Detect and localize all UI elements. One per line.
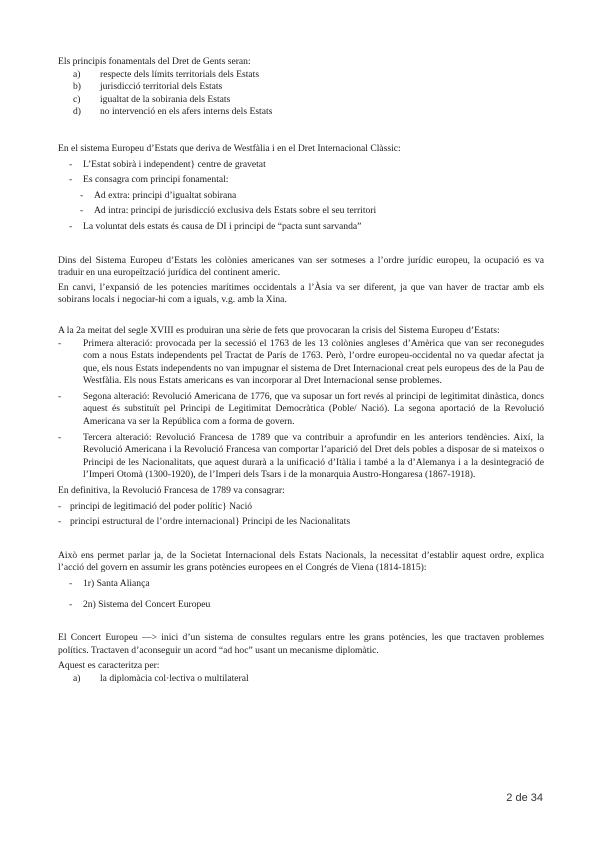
list-item: a) respecte dels límits territorials dels Estats: [73, 68, 260, 80]
vienna-paragraph: Això ens permet parlar ja, de la Societat Internacional dels Estats Nacionals, la necessitat d’establir aquest ordre, explica l’acció del govern en assumir les grans potències europees en el Congrés de Viena (1814-1815):: [58, 549, 544, 574]
sub-list: [58, 190, 544, 218]
westphalia-list: [58, 159, 544, 234]
list-item: - 2n) Sistema del Concert Europeu: [69, 598, 211, 610]
list-item: b) jurisdicció territorial dels Estats: [73, 81, 223, 93]
list-item: - L’Estat sobirà i independent} centre de gravetat: [69, 158, 266, 170]
french-revolution-outro: En definitiva, la Revolució Francesa de 1789 va consagrar:: [58, 485, 285, 497]
asia-paragraph: En canvi, l’expansió de les potencies marítimes occidentals a l’Àsia va ser diferent, ja que van haver de tractar amb els sobirans locals i negociar-hi com a iguals, v.g. amb la Xina.: [58, 281, 544, 306]
principles-list: [58, 69, 544, 119]
westphalia-intro: En el sistema Europeu d’Estats que deriva de Westfàlia i en el Dret Internacional Clàssic:: [58, 142, 401, 154]
alterations-list: [58, 338, 544, 483]
list-item: - Ad extra: principi d’igualtat sobirana: [80, 189, 237, 201]
concert-paragraph: El Concert Europeu —> inici d’un sistema de consultes regulars entre les grans potències, les que tractaven problemes polítics. Tractaven d’aconseguir un acord “ad hoc” usant un mecanisme diplomàtic.: [58, 632, 544, 656]
characterized-intro: Aquest es caracteritza per:: [58, 660, 160, 672]
list-item: - Ad intra: principi de jurisdicció exclusiva dels Estats sobre el seu territori: [80, 205, 377, 217]
page-content: [58, 56, 544, 686]
list-item: - principi de legitimació del poder polític} Nació: [58, 500, 253, 512]
page-number: 2 de 34: [506, 792, 543, 804]
list-item: - Segona alteració: Revolució Americana de 1776, que va suposar un fort revés al principi de legitimitat dinàstica, doncs aquest és substituït pel Principi de Legitimitat Democràtica (Poble/ Nació). La segona aportació de la Revolució Americana va ser la República com a forma de govern.: [58, 390, 544, 428]
vienna-list: [58, 578, 544, 611]
crisis-intro: A la 2a meitat del segle XVIII es produiran una sèrie de fets que provocaran la crisis del Sistema Europeu d’Estats:: [58, 324, 500, 336]
list-item: - Primera alteració: provocada per la secessió el 1763 de les 13 colònies angleses d’Amèrica que van ser reconegudes com a nous Estats independents pel Tractat de París de 1763. Però, l’ordre europeu-occidental no va quedar afectat ja que, els nous Estats independents no van impugnar el sistema de Dret Internacional creat pels europeus des de la Pau de Westfàlia. Els nous Estats americans es van incorporar al Dret Internacional sense problemes.: [58, 337, 544, 387]
list-item: - 1r) Santa Aliança: [69, 578, 150, 589]
characteristics-list: [58, 673, 544, 686]
list-item: - Es consagra com principi fonamental: - Ad extra: principi d’igualtat sobirana - Ad intra: principi de jurisdicció exclusiva dels Estats sobre el seu territori: [58, 174, 544, 218]
list-item: c) igualtat de la sobirania dels Estats: [73, 93, 231, 105]
list-item: - Tercera alteració: Revolució Francesa de 1789 que va contribuir a aprofundir en les anteriors tendències. Així, la Revolució Americana i la Revolució Francesa van comportar l’aparició del Dret dels pobles a disposar de si mateixos o Principi de les Nacionalitats, que aquest durarà a la unificació d’Itàlia i també a la d’Alemanya i a la desintegració de l’Imperi Otomà (1300-1920), de l’Imperi dels Tsars i de la monarquia Austro-Hongaresa (1867-1918).: [58, 431, 544, 481]
list-item: d) no intervenció en els afers interns dels Estats: [73, 106, 273, 118]
principles-intro: Els principis fonamentals del Dret de Gents seran:: [58, 56, 251, 67]
list-item: - La voluntat dels estats és causa de DI i principi de “pacta sunt sarvanda”: [69, 220, 362, 232]
colonies-paragraph: Dins del Sistema Europeu d’Estats les colònies americanes van ser sotmeses a l’ordre jurídic europeu, la ocupació es va traduir en una europeïtzació jurídica del continent americ.: [58, 254, 544, 279]
consagration-list: [58, 501, 544, 529]
list-item: a) la diplomàcia col·lectiva o multilateral: [73, 672, 249, 684]
list-item: - principi estructural de l’ordre internacional} Principi de les Nacionalitats: [58, 516, 351, 528]
